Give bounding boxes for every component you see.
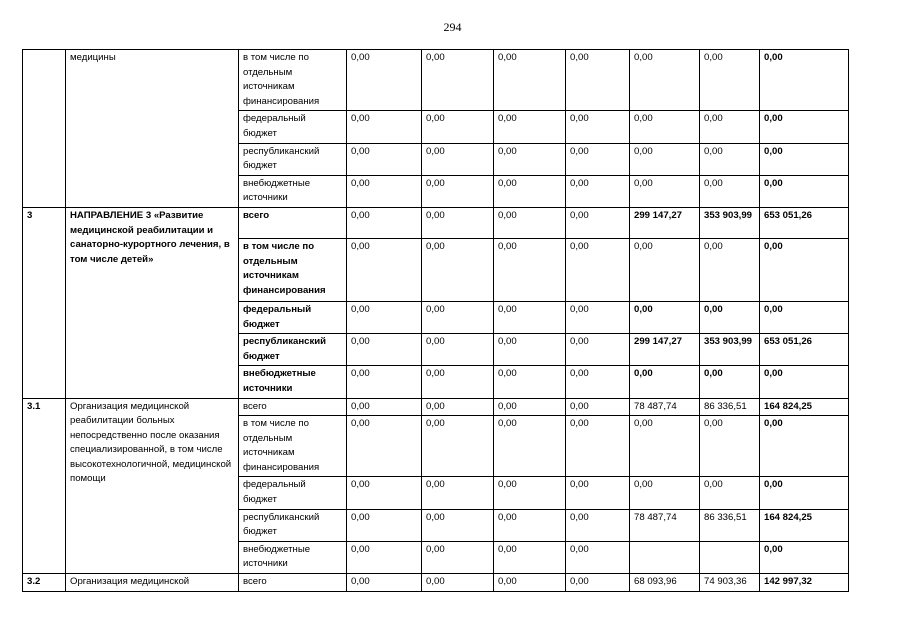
value-cell: 0,00 [494,574,566,592]
source-cell: республиканский бюджет [239,143,347,175]
value-cell: 0,00 [422,175,494,207]
value-cell: 68 093,96 [630,574,700,592]
total-cell: 0,00 [760,416,849,477]
event-name-cell: медицины [66,50,239,208]
value-cell: 0,00 [566,334,630,366]
value-cell: 0,00 [494,334,566,366]
value-cell: 0,00 [700,301,760,333]
total-cell: 0,00 [760,175,849,207]
source-cell: федеральный бюджет [239,111,347,143]
value-cell: 0,00 [494,143,566,175]
value-cell: 0,00 [566,301,630,333]
value-cell: 0,00 [494,366,566,398]
value-cell: 353 903,99 [700,334,760,366]
source-cell: федеральный бюджет [239,477,347,509]
value-cell: 0,00 [347,574,422,592]
value-cell: 0,00 [422,50,494,111]
value-cell: 0,00 [494,50,566,111]
value-cell: 0,00 [422,574,494,592]
value-cell: 0,00 [494,238,566,301]
value-cell: 299 147,27 [630,207,700,238]
value-cell: 0,00 [494,301,566,333]
value-cell: 0,00 [700,111,760,143]
value-cell: 0,00 [422,416,494,477]
source-cell: всего [239,398,347,416]
value-cell [700,541,760,573]
value-cell: 0,00 [422,334,494,366]
value-cell: 74 903,36 [700,574,760,592]
value-cell: 0,00 [422,366,494,398]
budget-table [22,49,849,592]
source-cell: всего [239,574,347,592]
source-cell: федеральный бюджет [239,301,347,333]
value-cell: 0,00 [566,238,630,301]
value-cell: 0,00 [347,143,422,175]
total-cell: 653 051,26 [760,207,849,238]
value-cell: 0,00 [700,477,760,509]
source-cell: республиканский бюджет [239,509,347,541]
table-row [23,398,849,416]
value-cell: 0,00 [347,541,422,573]
row-number-cell: 3 [23,207,66,398]
total-cell: 0,00 [760,541,849,573]
value-cell: 0,00 [422,207,494,238]
value-cell: 0,00 [566,574,630,592]
value-cell: 0,00 [494,416,566,477]
value-cell [630,541,700,573]
value-cell: 0,00 [347,207,422,238]
value-cell: 86 336,51 [700,398,760,416]
source-cell: внебюджетные источники [239,175,347,207]
value-cell: 0,00 [700,50,760,111]
value-cell: 0,00 [494,398,566,416]
source-cell: в том числе по отдельным источникам финансирования [239,50,347,111]
value-cell: 0,00 [347,238,422,301]
total-cell: 142 997,32 [760,574,849,592]
value-cell: 0,00 [566,541,630,573]
total-cell: 653 051,26 [760,334,849,366]
total-cell: 0,00 [760,111,849,143]
source-cell: в том числе по отдельным источникам финансирования [239,416,347,477]
value-cell: 0,00 [566,416,630,477]
value-cell: 0,00 [630,477,700,509]
table-row [23,207,849,238]
value-cell: 0,00 [566,207,630,238]
value-cell: 0,00 [347,398,422,416]
value-cell: 0,00 [347,111,422,143]
value-cell: 0,00 [700,366,760,398]
source-cell: внебюджетные источники [239,366,347,398]
value-cell: 353 903,99 [700,207,760,238]
value-cell: 0,00 [630,238,700,301]
value-cell: 0,00 [566,509,630,541]
value-cell: 0,00 [566,477,630,509]
total-cell: 164 824,25 [760,509,849,541]
value-cell: 0,00 [494,509,566,541]
value-cell: 0,00 [347,50,422,111]
value-cell: 0,00 [347,334,422,366]
event-name-cell: Организация медицинской реабилитации больных непосредственно после оказания специализированной, в том числе высокотехнологичной, медицинской помощи [66,398,239,574]
event-name-cell: НАПРАВЛЕНИЕ 3 «Развитие медицинской реабилитации и санаторно-курортного лечения, в том числе детей» [66,207,239,398]
total-cell: 0,00 [760,366,849,398]
value-cell: 78 487,74 [630,398,700,416]
value-cell: 0,00 [494,111,566,143]
value-cell: 0,00 [494,477,566,509]
value-cell: 78 487,74 [630,509,700,541]
source-cell: всего [239,207,347,238]
value-cell: 0,00 [630,301,700,333]
value-cell: 299 147,27 [630,334,700,366]
event-name-cell: Организация медицинской [66,574,239,592]
value-cell: 0,00 [422,143,494,175]
value-cell: 0,00 [700,175,760,207]
value-cell: 0,00 [566,111,630,143]
source-cell: республиканский бюджет [239,334,347,366]
value-cell: 0,00 [422,301,494,333]
value-cell: 0,00 [700,238,760,301]
value-cell: 0,00 [347,477,422,509]
page-number: 294 [443,20,462,34]
value-cell: 0,00 [566,175,630,207]
value-cell: 0,00 [566,50,630,111]
value-cell: 0,00 [494,175,566,207]
row-number-cell: 3.1 [23,398,66,574]
value-cell: 0,00 [347,416,422,477]
value-cell: 0,00 [422,509,494,541]
value-cell: 0,00 [494,207,566,238]
value-cell: 0,00 [566,398,630,416]
value-cell: 0,00 [630,111,700,143]
total-cell: 0,00 [760,301,849,333]
value-cell: 0,00 [630,416,700,477]
value-cell: 0,00 [422,238,494,301]
value-cell: 0,00 [566,143,630,175]
value-cell: 0,00 [630,50,700,111]
value-cell: 0,00 [630,143,700,175]
value-cell: 86 336,51 [700,509,760,541]
total-cell: 0,00 [760,50,849,111]
value-cell: 0,00 [630,366,700,398]
value-cell: 0,00 [347,175,422,207]
table-row [23,574,849,592]
table-row [23,50,849,111]
value-cell: 0,00 [422,398,494,416]
value-cell: 0,00 [700,416,760,477]
total-cell: 164 824,25 [760,398,849,416]
row-number-cell: 3.2 [23,574,66,592]
value-cell: 0,00 [494,541,566,573]
total-cell: 0,00 [760,143,849,175]
value-cell: 0,00 [422,477,494,509]
value-cell: 0,00 [347,366,422,398]
value-cell: 0,00 [630,175,700,207]
value-cell: 0,00 [422,541,494,573]
value-cell: 0,00 [566,366,630,398]
value-cell: 0,00 [347,509,422,541]
value-cell: 0,00 [700,143,760,175]
source-cell: внебюджетные источники [239,541,347,573]
source-cell: в том числе по отдельным источникам финансирования [239,238,347,301]
total-cell: 0,00 [760,238,849,301]
row-number-cell [23,50,66,208]
value-cell: 0,00 [347,301,422,333]
total-cell: 0,00 [760,477,849,509]
value-cell: 0,00 [422,111,494,143]
